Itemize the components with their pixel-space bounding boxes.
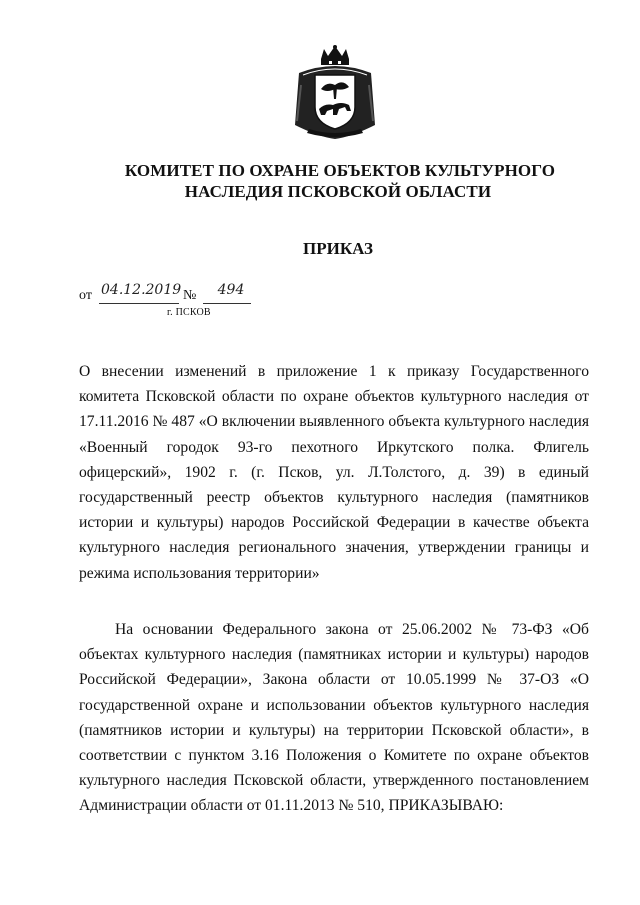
number-prefix: № [183, 288, 197, 303]
document-date: 04.12.2019 [101, 282, 182, 298]
document-type: ПРИКАЗ [303, 239, 373, 258]
date-underline [99, 303, 179, 304]
document-number: 494 [217, 282, 245, 298]
organization-name-line1: КОМИТЕТ ПО ОХРАНЕ ОБЪЕКТОВ КУЛЬТУРНОГО [124, 161, 556, 180]
number-underline [203, 303, 251, 304]
date-prefix: от [79, 288, 92, 303]
coat-of-arms-icon [291, 45, 379, 141]
document-meta [79, 282, 279, 322]
organization-name-line2: НАСЛЕДИЯ ПСКОВСКОЙ ОБЛАСТИ [184, 182, 492, 201]
organization-name [0, 160, 640, 202]
document-body-paragraph: На основании Федерального закона от 25.06.2002 № 73-ФЗ «Об объектах культурного наследия (памятниках истории и культуры) народов Российской Федерации», Закона области от 10.05.1999 № 37-ОЗ «О государственной охране и использовании объектов культурного наследия (памятников истории и культуры) на территории Псковской области», в соответствии с пунктом 3.16 Положения о Комитете по охране объектов культурного наследия Псковской области, утвержденного постановлением Администрации области от 01.11.2013 № 510, ПРИКАЗЫВАЮ: [79, 621, 589, 815]
document-city: г. ПСКОВ [167, 307, 211, 318]
document-subject: О внесении изменений в приложение 1 к приказу Государственного комитета Псковской области по охране объектов культурного наследия от 17.11.2016 № 487 «О включении выявленного объекта культурного наследия «Военный городок 93-го пехотного Иркутского полка. Флигель офицерский», 1902 г. (г. Псков, ул. Л.Толстого, д. 39) в единый государственный реестр объектов культурного наследия (памятников истории и культуры) народов Российской Федерации в качестве объекта культурного наследия регионального значения, утверждении границы и режима использования территории» [79, 363, 589, 582]
